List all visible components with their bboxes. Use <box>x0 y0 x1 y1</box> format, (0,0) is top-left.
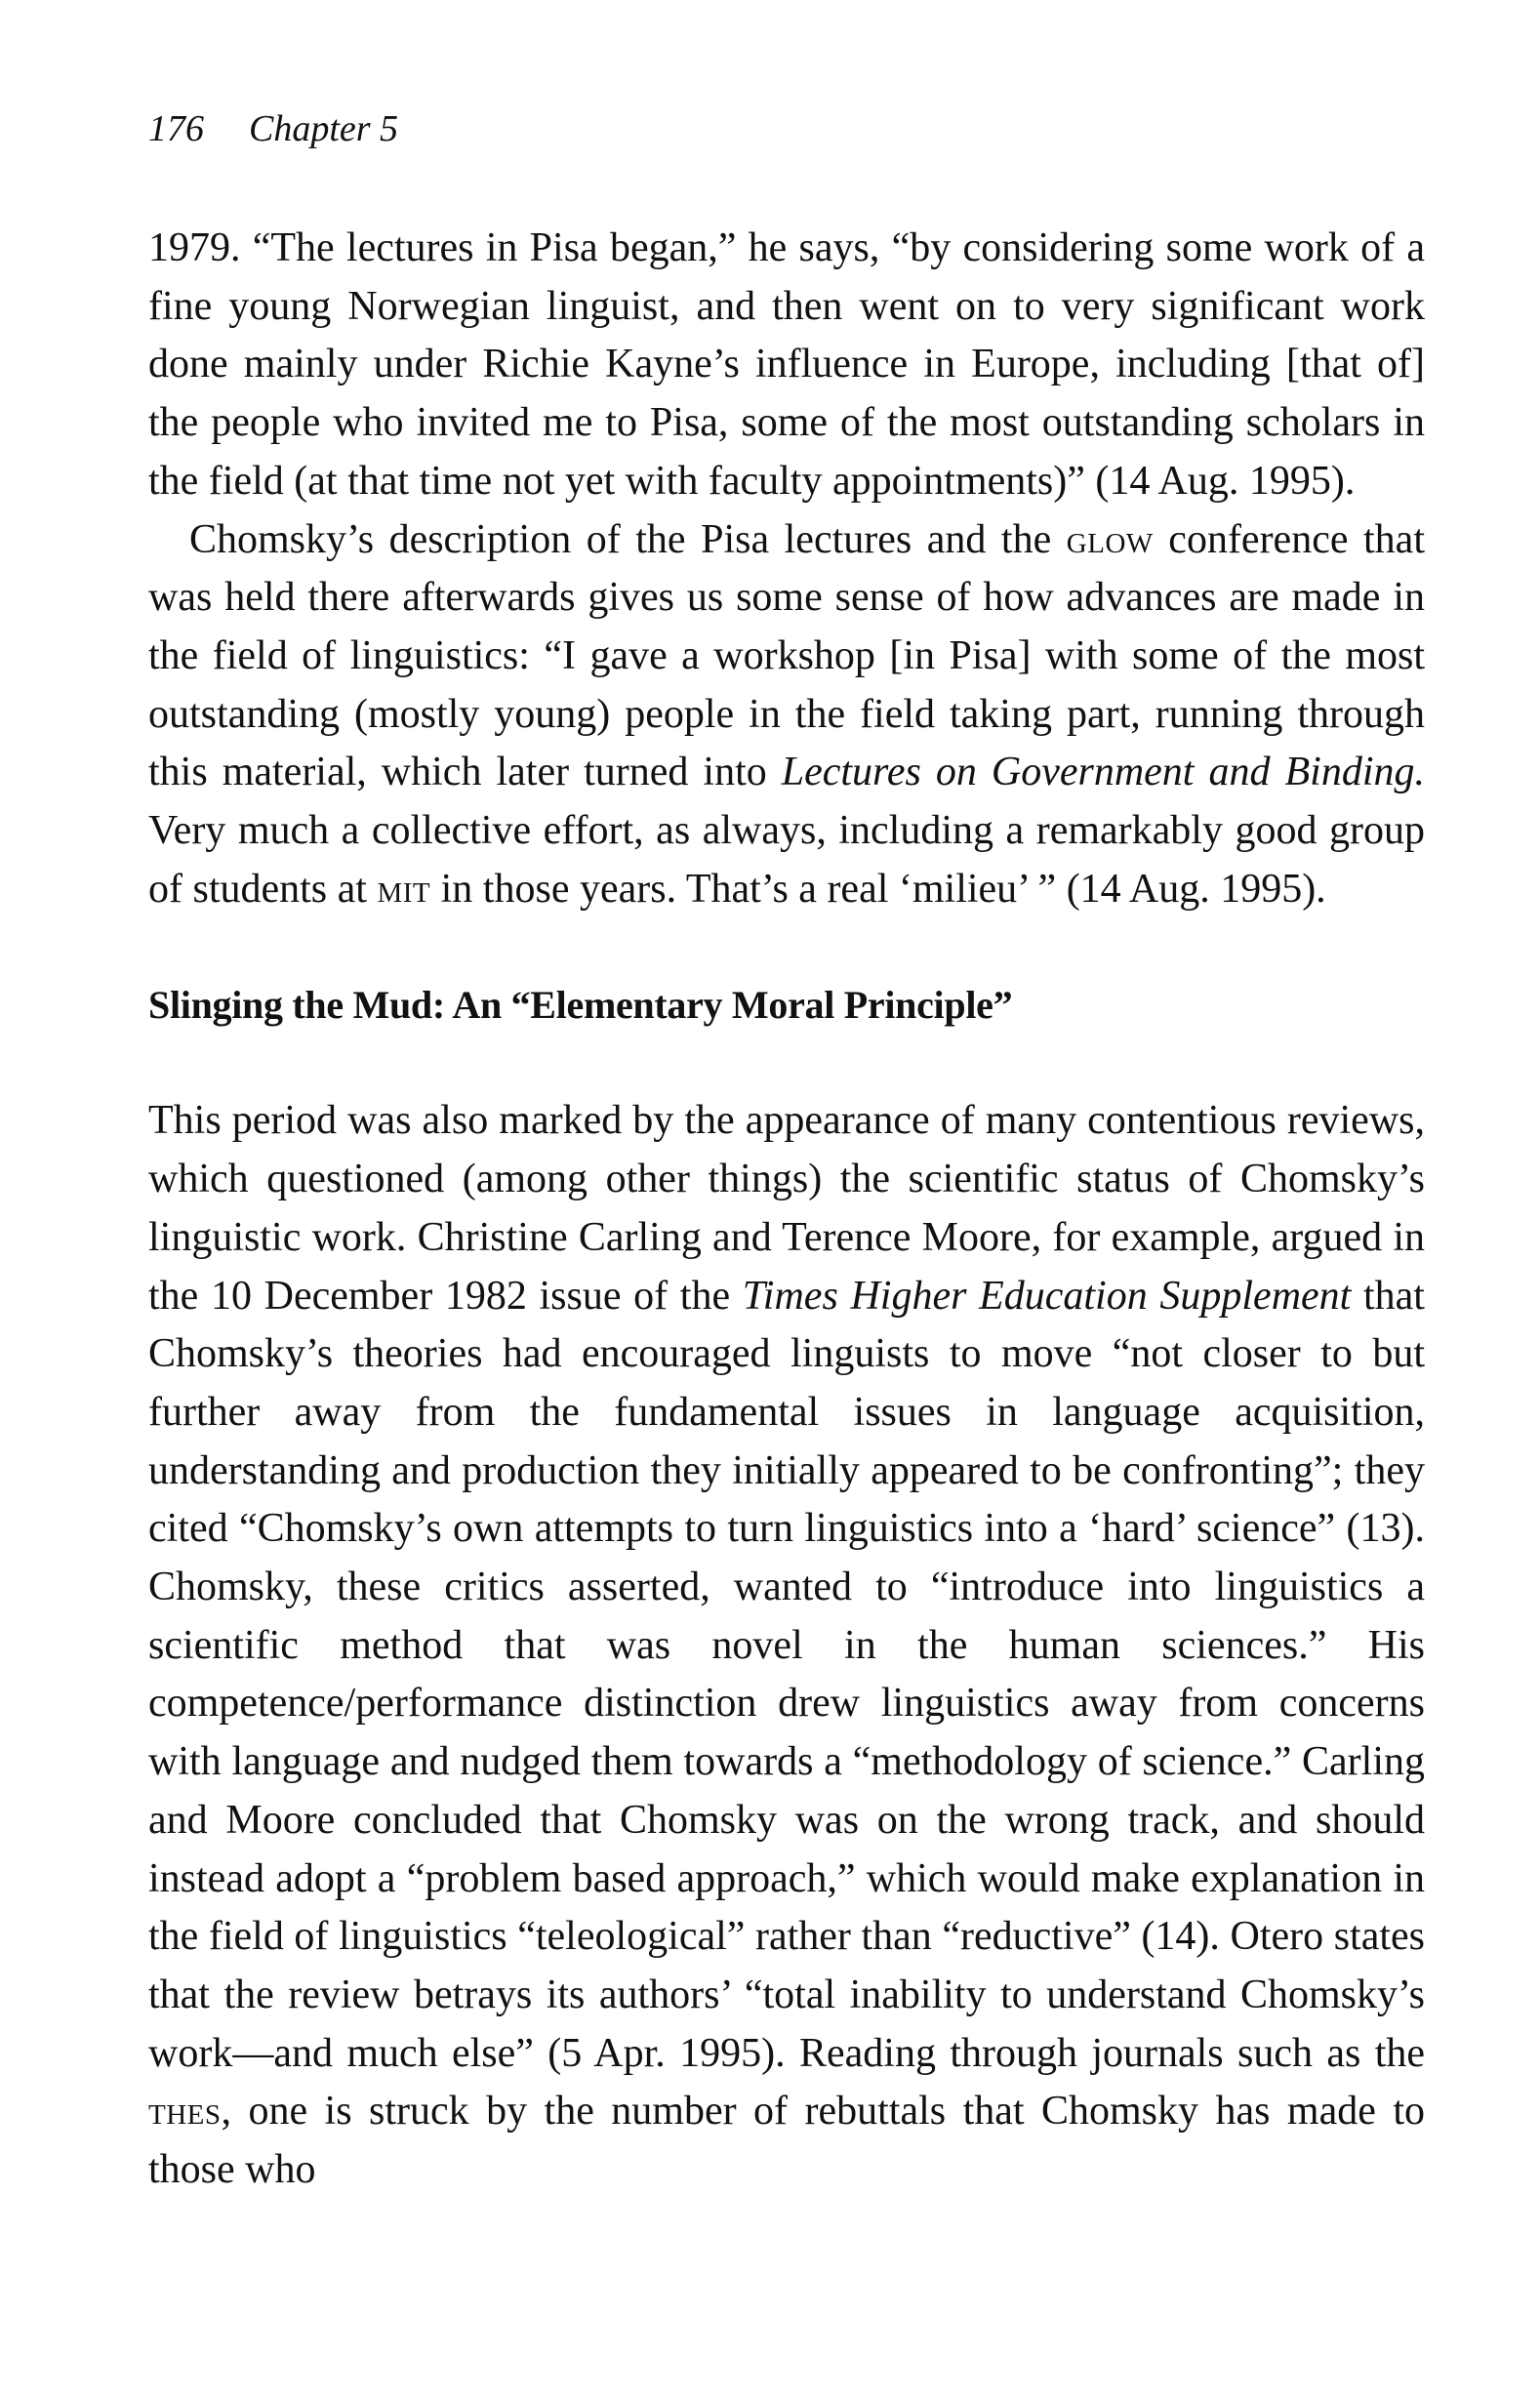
paragraph-1-text: 1979. “The lectures in Pisa began,” he says, “by considering some work of a fine young Norwegian linguist, and then went on to very significant work done mainly under Richie Kayne’s influence in Europe, including [that of] the people who invited me to Pisa, some of the most outstanding scholars in the field (at that time not yet with faculty appointments)” (14 Aug. 1995). <box>148 225 1425 504</box>
book-title-lectures: Lectures on Government and Binding. <box>781 750 1425 795</box>
paragraph-reviews <box>148 1092 1425 2199</box>
running-head <box>148 105 398 152</box>
book-page <box>148 0 1425 2399</box>
paragraph-3-part-2: that Chomsky’s theories had encouraged linguists to move “not closer to but further away from the fundamental issues in language acquisition, understanding and production they initially appeared to be confronting”; they cited “Chomsky’s own attempts to turn linguistics into a ‘hard’ science” (13). Chomsky, these critics asserted, wanted to “introduce into linguistics a scientific method that was novel in the human sciences.” His competence/performance distinction drew linguistics away from concerns with language and nudged them towards a “methodology of science.” Carling and Moore concluded that Chomsky was on the wrong track, and should instead adopt a “problem based approach,” which would make explanation in the field of linguistics “teleological” rather than “reductive” (14). Otero states that the review betrays its authors’ “total inability to understand Chomsky’s work—and much else” (5 Apr. 1995). Reading through journals such as the <box>148 1273 1425 2076</box>
paragraph-2-part-3: Very much a collective effort, as always, including a remarkably good group of students at <box>148 808 1425 912</box>
paragraph-3-part-3: , one is struck by the number of rebuttals that Chomsky has made to those who <box>148 2089 1425 2193</box>
paragraph-2-part-1: Chomsky’s description of the Pisa lectures and the <box>189 516 1067 562</box>
paragraph-2-part-4: in those years. That’s a real ‘milieu’ ” (14 Aug. 1995). <box>430 866 1326 912</box>
publication-title-thes: Times Higher Education Supplement <box>742 1273 1352 1319</box>
section-heading: Slinging the Mud: An “Elementary Moral Principle” <box>148 983 1013 1028</box>
chapter-title: Chapter 5 <box>249 108 399 149</box>
paragraph-continuation <box>148 220 1425 511</box>
acronym-thes: thes <box>148 2089 222 2135</box>
page-number: 176 <box>148 108 204 149</box>
paragraph-3-part-1: This period was also marked by the appearance of many contentious reviews, which questioned (among other things) the scientific status of Chomsky’s linguistic work. Christine Carling and Terence Moore, for example, argued in the 10 December 1982 issue of the <box>148 1098 1425 1319</box>
body-text <box>148 220 1425 2200</box>
paragraph-pisa-lectures <box>148 511 1425 919</box>
acronym-mit: mit <box>377 866 431 912</box>
acronym-glow: glow <box>1066 516 1154 562</box>
paragraph-2-part-2: conference that was held there afterwards gives us some sense of how advances are made in the field of linguistics: “I gave a workshop [in Pisa] with some of the most outstanding (mostly young) people in the field taking part, running through this material, which later turned into <box>148 516 1425 795</box>
